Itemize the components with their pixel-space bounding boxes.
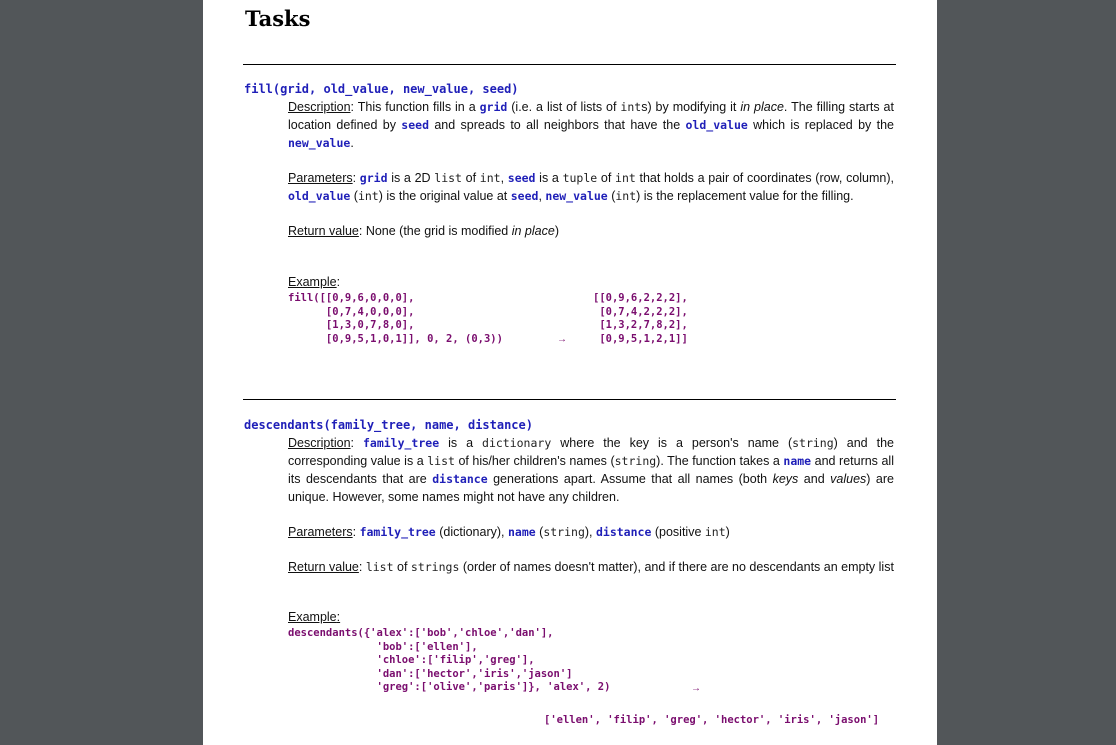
type-name: list xyxy=(434,171,462,185)
text: ), xyxy=(584,525,596,539)
keyword: name xyxy=(507,525,536,539)
emphasis: keys xyxy=(772,472,799,486)
example-label: Example xyxy=(288,275,337,289)
descendants-example-output: ['ellen', 'filip', 'greg', 'hector', 'iris', 'jason'] xyxy=(544,714,880,726)
text: and spreads to all neighbors that have the xyxy=(429,118,686,132)
text: which is replaced by the xyxy=(747,118,894,132)
type-name: int xyxy=(615,171,636,185)
text: of his/her children's names ( xyxy=(454,454,615,468)
text: ( xyxy=(350,189,358,203)
text: (i.e. a list of lists of xyxy=(507,100,621,114)
keyword: name xyxy=(783,454,812,468)
fill-example-label xyxy=(288,275,340,289)
text: is a 2D xyxy=(387,171,435,185)
keyword: grid xyxy=(359,171,388,185)
text: . The filling starts at location defined by xyxy=(288,100,894,132)
fill-example-output: [[0,9,6,2,2,2], [0,7,4,2,2,2], [1,3,2,7,8,2], [0,9,5,1,2,1]] xyxy=(593,292,688,345)
keyword: distance xyxy=(595,525,652,539)
text: ) is the replacement value for the filling. xyxy=(636,189,854,203)
text: : xyxy=(358,560,366,574)
keyword: distance xyxy=(432,472,488,486)
emphasis: values xyxy=(830,472,867,486)
text: ) are unique. However, some names might not have any children. xyxy=(288,472,894,504)
type-name: strings xyxy=(410,560,460,574)
text: and returns all its descendants that are xyxy=(288,454,894,486)
text: ). The function takes a xyxy=(656,454,784,468)
text: . xyxy=(350,136,354,150)
example-label: Example xyxy=(288,610,337,624)
text: ) xyxy=(554,224,559,238)
text: : xyxy=(352,525,360,539)
text: (order of names doesn't matter), and if there are no descendants an empty list xyxy=(459,560,894,574)
keyword: old_value xyxy=(288,189,351,203)
section-divider xyxy=(243,399,896,400)
keyword: old_value xyxy=(685,118,748,132)
descendants-example-input: descendants({'alex':['bob','chloe','dan'], 'bob':['ellen'], 'chloe':['filip','greg'], 'dan':['hector','iris','jason'] 'greg':['olive','paris']}, 'alex', 2) xyxy=(288,627,611,694)
parameters-label: Parameters xyxy=(288,525,353,539)
text: , xyxy=(538,189,546,203)
text: of xyxy=(393,560,411,574)
descendants-description xyxy=(288,434,894,506)
keyword: family_tree xyxy=(359,525,436,539)
return-value-label: Return value xyxy=(288,224,359,238)
arrow-icon: → xyxy=(557,334,567,345)
keyword: family_tree xyxy=(362,436,440,450)
text: : None (the grid is modified xyxy=(358,224,512,238)
page-title: Tasks xyxy=(245,6,311,31)
text: is a xyxy=(439,436,483,450)
descendants-section-body xyxy=(288,434,894,593)
descendants-signature: descendants(family_tree, name, distance) xyxy=(244,418,533,432)
text: generations apart. Assume that all names (both xyxy=(487,472,773,486)
descendants-parameters xyxy=(288,523,894,541)
type-name: string xyxy=(543,525,585,539)
type-name: int xyxy=(620,100,642,114)
fill-signature: fill(grid, old_value, new_value, seed) xyxy=(244,82,519,96)
description-label: Description xyxy=(288,100,351,114)
text: that holds a pair of coordinates (row, column), xyxy=(635,171,894,185)
document-page xyxy=(203,0,937,745)
type-name: string xyxy=(792,436,834,450)
text: : xyxy=(352,171,360,185)
type-name: tuple xyxy=(562,171,598,185)
fill-return-value xyxy=(288,222,894,240)
type-name: int xyxy=(479,171,501,185)
keyword: seed xyxy=(510,189,539,203)
type-name: int xyxy=(615,189,637,203)
section-divider xyxy=(243,64,896,65)
type-name: list xyxy=(365,560,394,574)
text: is a xyxy=(535,171,563,185)
colon: : xyxy=(336,610,341,624)
arrow-icon: → xyxy=(691,683,701,694)
keyword: grid xyxy=(479,100,508,114)
text: where the key is a person's name ( xyxy=(551,436,793,450)
type-name: string xyxy=(614,454,657,468)
keyword: new_value xyxy=(545,189,608,203)
type-name: int xyxy=(357,189,379,203)
fill-example-input: fill([[0,9,6,0,0,0], [0,7,4,0,0,0], [1,3,0,7,8,0], [0,9,5,1,0,1]], 0, 2, (0,3)) xyxy=(288,292,503,345)
text: (positive xyxy=(651,525,705,539)
keyword: seed xyxy=(507,171,536,185)
fill-section-body xyxy=(288,98,894,257)
text: ) is the original value at xyxy=(378,189,511,203)
fill-description xyxy=(288,98,894,152)
keyword: new_value xyxy=(288,136,351,150)
text: of xyxy=(597,171,616,185)
parameters-label: Parameters xyxy=(288,171,353,185)
text: ( xyxy=(607,189,616,203)
text: ( xyxy=(535,525,544,539)
type-name: int xyxy=(704,525,726,539)
text: ) xyxy=(725,525,730,539)
descendants-return-value xyxy=(288,558,894,576)
text: , xyxy=(500,171,508,185)
descendants-example-label xyxy=(288,610,340,624)
text: : xyxy=(350,436,363,450)
colon: : xyxy=(336,275,341,289)
type-name: dictionary xyxy=(482,436,552,450)
type-name: list xyxy=(427,454,455,468)
text: and xyxy=(798,472,831,486)
description-label: Description xyxy=(288,436,351,450)
text: s) by modifying it xyxy=(641,100,741,114)
keyword: seed xyxy=(401,118,429,132)
emphasis: in place xyxy=(740,100,784,114)
fill-parameters xyxy=(288,169,894,205)
text: (dictionary), xyxy=(435,525,508,539)
text: of xyxy=(461,171,480,185)
text: : This function fills in a xyxy=(350,100,480,114)
emphasis: in place xyxy=(511,224,555,238)
text: ) and the corresponding value is a xyxy=(288,436,894,468)
return-value-label: Return value xyxy=(288,560,359,574)
